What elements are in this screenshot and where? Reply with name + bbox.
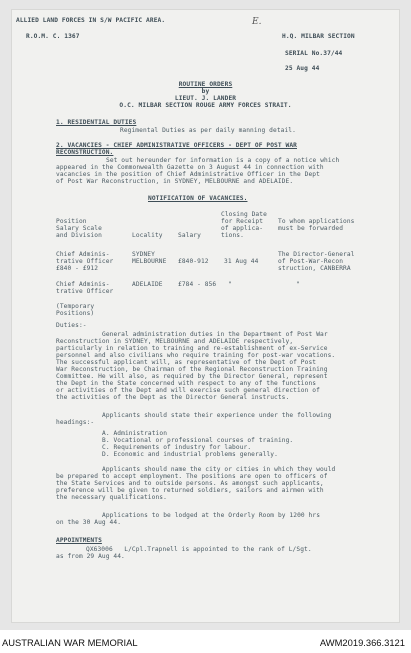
section1-heading: 1. RESIDENTIAL DUTIES <box>56 119 137 126</box>
header-reference: R.O.M. C. 1367 <box>26 33 80 40</box>
table-header-cell: Salary <box>178 232 201 239</box>
table-cell-position: trative Officer <box>56 288 114 295</box>
duties-line: The successful applicant will, as representative of the Dept of Post <box>56 359 317 366</box>
applicants-line: Applicants should name the city or cities in which they would <box>102 466 336 473</box>
header-serial: SERIAL No.37/44 <box>285 50 343 57</box>
section2-para-line: Set out hereunder for information is a copy of a notice which <box>106 157 340 164</box>
table-cell-closing: " <box>228 281 232 288</box>
table-header-cell: for Receipt <box>221 218 264 225</box>
table-header-cell: Closing Date <box>221 211 267 218</box>
duties-line: or activities of the Dept and will exercise such general direction of <box>56 387 320 394</box>
header-organisation: ALLIED LAND FORCES IN S/W PACIFIC AREA. <box>16 17 166 24</box>
table-cell-position: £840 - £912 <box>56 265 99 272</box>
table-header-cell: must be forwarded <box>278 225 344 232</box>
section1-text: Regimental Duties as per daily manning detail. <box>120 127 296 134</box>
heading-item: C. Requirements of industry for labour. <box>102 444 252 451</box>
table-cell-to-whom: of Post-War-Recon <box>278 258 344 265</box>
section2-heading-cont: RECONSTRUCTION. <box>56 149 114 156</box>
table-header-cell: To whom applications <box>278 218 355 225</box>
duties-line: personnel and also civilians who require training for post-war vocations. <box>56 352 336 359</box>
table-header-cell: Salary Scale <box>56 225 102 232</box>
appointment-line: QX63006 L/Cpl.Trapnell is appointed to the rank of L/Sgt. <box>86 546 312 553</box>
table-cell-salary: £784 - 856 <box>178 281 217 288</box>
table-header-cell: and Division <box>56 232 102 239</box>
table-cell-position: Chief Adminis- <box>56 251 110 258</box>
heading-item: A. Administration <box>102 430 168 437</box>
archive-footer <box>0 630 411 653</box>
table-cell-salary: £840-912 <box>178 258 209 265</box>
section2-para-line: vacancies in the position of Chief Administrative Officer in the Dept <box>56 171 320 178</box>
duties-line: particularly in relation to training and re-establishment of ex-Service <box>56 345 328 352</box>
table-cell-locality: SYDNEY <box>132 251 155 258</box>
section2-para-line: of Post War Reconstruction, in SYDNEY, MELBOURNE and ADELAIDE. <box>56 178 294 185</box>
applicants-line: the necessary qualifications. <box>56 494 167 501</box>
title-by: by <box>201 88 210 95</box>
applicants-line: the State Services and to outside persons. As amongst such applicants, <box>56 480 324 487</box>
table-cell-locality: MELBOURNE <box>132 258 167 265</box>
appointment-line: as from 29 Aug 44. <box>56 553 125 560</box>
applicants-line: preference will be given to returned soldiers, sailors and airmen with <box>56 487 324 494</box>
duties-line: Reconstruction in SYDNEY, MELBOURNE and ADELAIDE respectively, <box>56 338 294 345</box>
title-officer: LIEUT. J. LANDER <box>174 95 237 102</box>
heading-item: B. Vocational or professional courses of training. <box>102 437 294 444</box>
footer-accession-number: AWM2019.366.3121 <box>319 637 405 648</box>
table-header-cell: Locality <box>132 232 163 239</box>
temporary-label: (Temporary <box>56 303 95 310</box>
notification-heading: NOTIFICATION OF VACANCIES. <box>148 195 248 202</box>
header-section: H.Q. MILBAR SECTION <box>282 33 355 40</box>
section2-para-line: appeared in the Commonwealth Gazette on 3 August 44 in connection with <box>56 164 324 171</box>
handwritten-mark: E. <box>252 17 262 27</box>
title-unit: O.C. MILBAR SECTION ROUGE ARMY FORCES STRAIT. <box>119 102 292 109</box>
table-header-cell: tions. <box>221 232 244 239</box>
table-cell-position: trative Officer <box>56 258 114 265</box>
duties-label: Duties:- <box>56 322 87 329</box>
footer-institution: AUSTRALIAN WAR MEMORIAL <box>2 637 138 648</box>
table-cell-position: Chief Adminis- <box>56 281 110 288</box>
applicants-intro: Applicants should state their experience under the following <box>102 412 332 419</box>
table-cell-locality: ADELAIDE <box>132 281 163 288</box>
table-cell-to-whom: " <box>296 281 300 288</box>
duties-line: War Reconstruction, be Chairman of the Regional Reconstruction Training <box>56 366 328 373</box>
table-cell-to-whom: The Director-General <box>278 251 355 258</box>
table-cell-to-whom: struction, CANBERRA <box>278 265 351 272</box>
temporary-label: Positions) <box>56 310 95 317</box>
section2-heading: 2. VACANCIES - CHIEF ADMINISTRATIVE OFFICERS - DEPT OF POST WAR <box>56 142 297 149</box>
header-date: 25 Aug 44 <box>285 65 320 72</box>
table-header-cell: of applica- <box>221 225 264 232</box>
applicants-line: be prepared to accept employment. The positions are open to officers of <box>56 473 328 480</box>
lodge-line: Applications to be lodged at the Orderly Room by 1200 hrs <box>102 512 321 519</box>
table-cell-closing: 31 Aug 44 <box>224 258 259 265</box>
duties-line: the Dept in the State concerned with respect to any of the functions <box>56 380 317 387</box>
applicants-intro: headings:- <box>56 419 95 426</box>
lodge-line: on the 30 Aug 44. <box>56 519 122 526</box>
heading-item: D. Economic and industrial problems generally. <box>102 451 278 458</box>
duties-line: General administration duties in the Department of Post War <box>102 331 328 338</box>
appointments-heading: APPOINTMENTS <box>56 537 102 544</box>
duties-line: Committee. He will also, as required by the Director General, represent <box>56 373 328 380</box>
duties-line: the activities of the Dept as the Director General instructs. <box>56 394 290 401</box>
title-routine-orders: ROUTINE ORDERS <box>178 81 233 88</box>
table-header-cell: Position <box>56 218 87 225</box>
